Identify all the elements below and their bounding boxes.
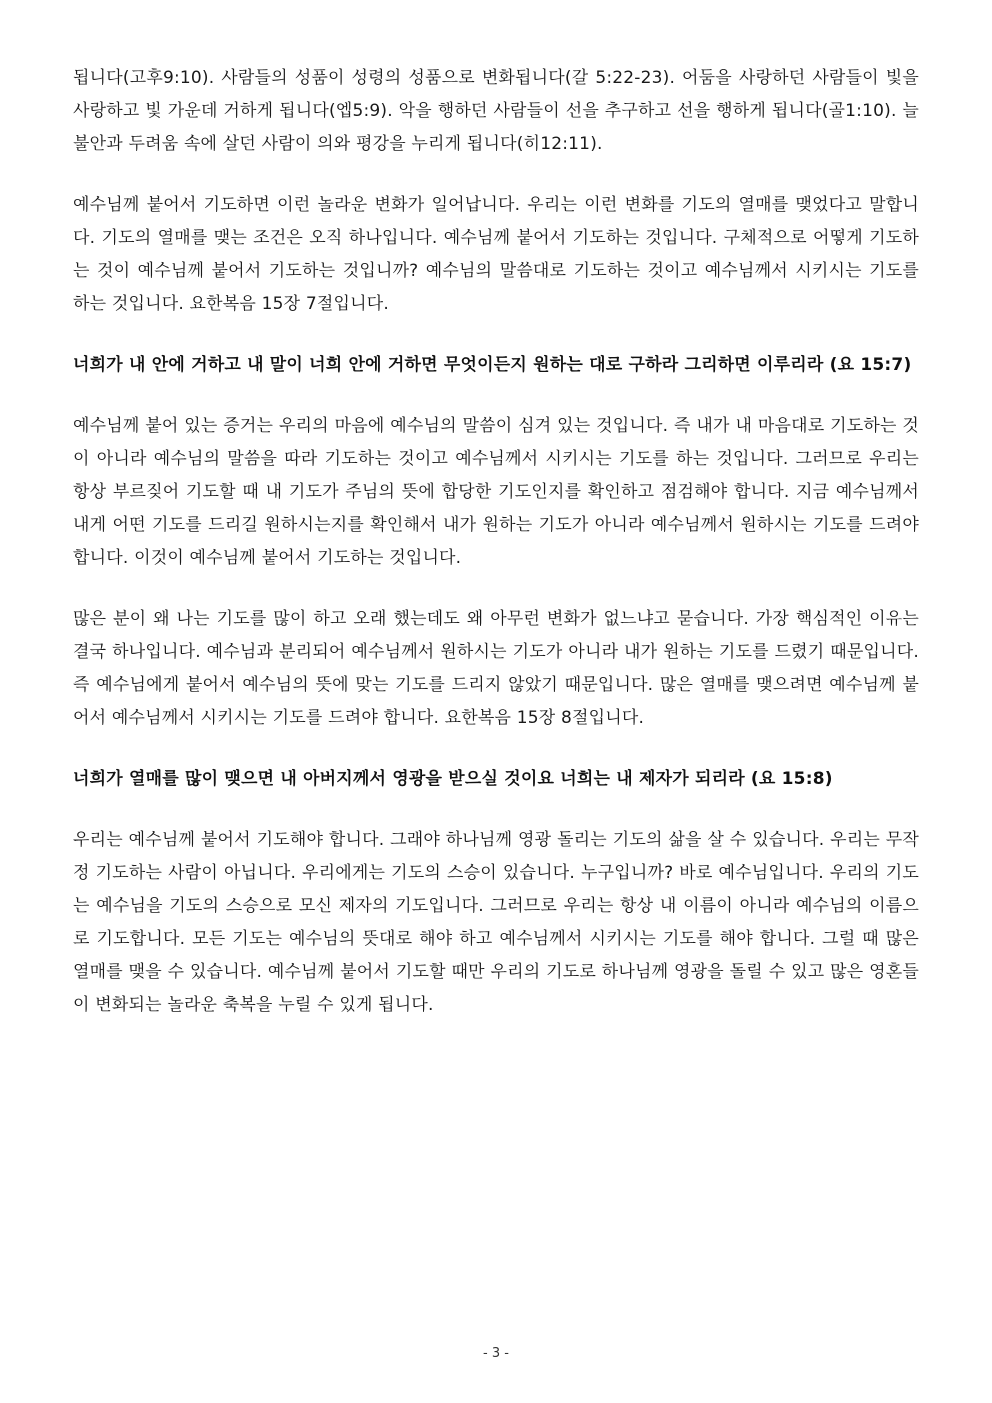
paragraph-1: 됩니다(고후9:10). 사람들의 성품이 성령의 성품으로 변화됩니다(갈 5:22-23). 어둠을 사랑하던 사람들이 빛을 사랑하고 빛 가운데 거하게 됩니다(엡5:9). 악을 행하던 사람들이 선을 추구하고 선을 행하게 됩니다(골1:10). 늘 불안과 두려움 속에 살던 사람이 의와 평강을 누리게 됩니다(히12:11). — [73, 68, 919, 154]
paragraph-4: 많은 분이 왜 나는 기도를 많이 하고 오래 했는데도 왜 아무런 변화가 없느냐고 묻습니다. 가장 핵심적인 이유는 결국 하나입니다. 예수님과 분리되어 예수님께서 원하시는 기도가 아니라 내가 원하는 기도를 드렸기 때문입니다. 즉 예수님에게 붙어서 예수님의 뜻에 맞는 기도를 드리지 않았기 때문입니다. 많은 열매를 맺으려면 예수님께 붙어서 예수님께서 시키시는 기도를 드려야 합니다. 요한복음 15장 8절입니다. — [73, 609, 919, 728]
scripture-quote-john-15-7: 너희가 내 안에 거하고 내 말이 너희 안에 거하면 무엇이든지 원하는 대로 구하라 그리하면 이루리라 (요 15:7) — [73, 355, 912, 375]
paragraph-5: 우리는 예수님께 붙어서 기도해야 합니다. 그래야 하나님께 영광 돌리는 기도의 삶을 살 수 있습니다. 우리는 무작정 기도하는 사람이 아닙니다. 우리에게는 기도의 스승이 있습니다. 누구입니까? 바로 예수님입니다. 우리의 기도는 예수님을 기도의 스승으로 모신 제자의 기도입니다. 그러므로 우리는 항상 내 이름이 아니라 예수님의 이름으로 기도합니다. 모든 기도는 예수님의 뜻대로 해야 하고 예수님께서 시키시는 기도를 해야 합니다. 그럴 때 많은 열매를 맺을 수 있습니다. 예수님께 붙어서 기도할 때만 우리의 기도로 하나님께 영광을 돌릴 수 있고 많은 영혼들이 변화되는 놀라운 축복을 누릴 수 있게 됩니다. — [73, 830, 919, 1015]
page-number: - 3 - — [483, 1346, 509, 1361]
paragraph-3: 예수님께 붙어 있는 증거는 우리의 마음에 예수님의 말씀이 심겨 있는 것입니다. 즉 내가 내 마음대로 기도하는 것이 아니라 예수님의 말씀을 따라 기도하는 것이고 예수님께서 시키시는 기도를 하는 것입니다. 그러므로 우리는 항상 부르짖어 기도할 때 내 기도가 주님의 뜻에 합당한 기도인지를 확인하고 점검해야 합니다. 지금 예수님께서 내게 어떤 기도를 드리길 원하시는지를 확인해서 내가 원하는 기도가 아니라 예수님께서 원하시는 기도를 드려야 합니다. 이것이 예수님께 붙어서 기도하는 것입니다. — [73, 416, 919, 568]
scripture-quote-john-15-8: 너희가 열매를 많이 맺으면 내 아버지께서 영광을 받으실 것이요 너희는 내 제자가 되리라 (요 15:8) — [73, 769, 833, 789]
paragraph-2: 예수님께 붙어서 기도하면 이런 놀라운 변화가 일어납니다. 우리는 이런 변화를 기도의 열매를 맺었다고 말합니다. 기도의 열매를 맺는 조건은 오직 하나입니다. 예수님께 붙어서 기도하는 것입니다. 구체적으로 어떻게 기도하는 것이 예수님께 붙어서 기도하는 것입니까? 예수님의 말씀대로 기도하는 것이고 예수님께서 시키시는 기도를 하는 것입니다. 요한복음 15장 7절입니다. — [73, 195, 919, 314]
document-body — [73, 62, 919, 1050]
